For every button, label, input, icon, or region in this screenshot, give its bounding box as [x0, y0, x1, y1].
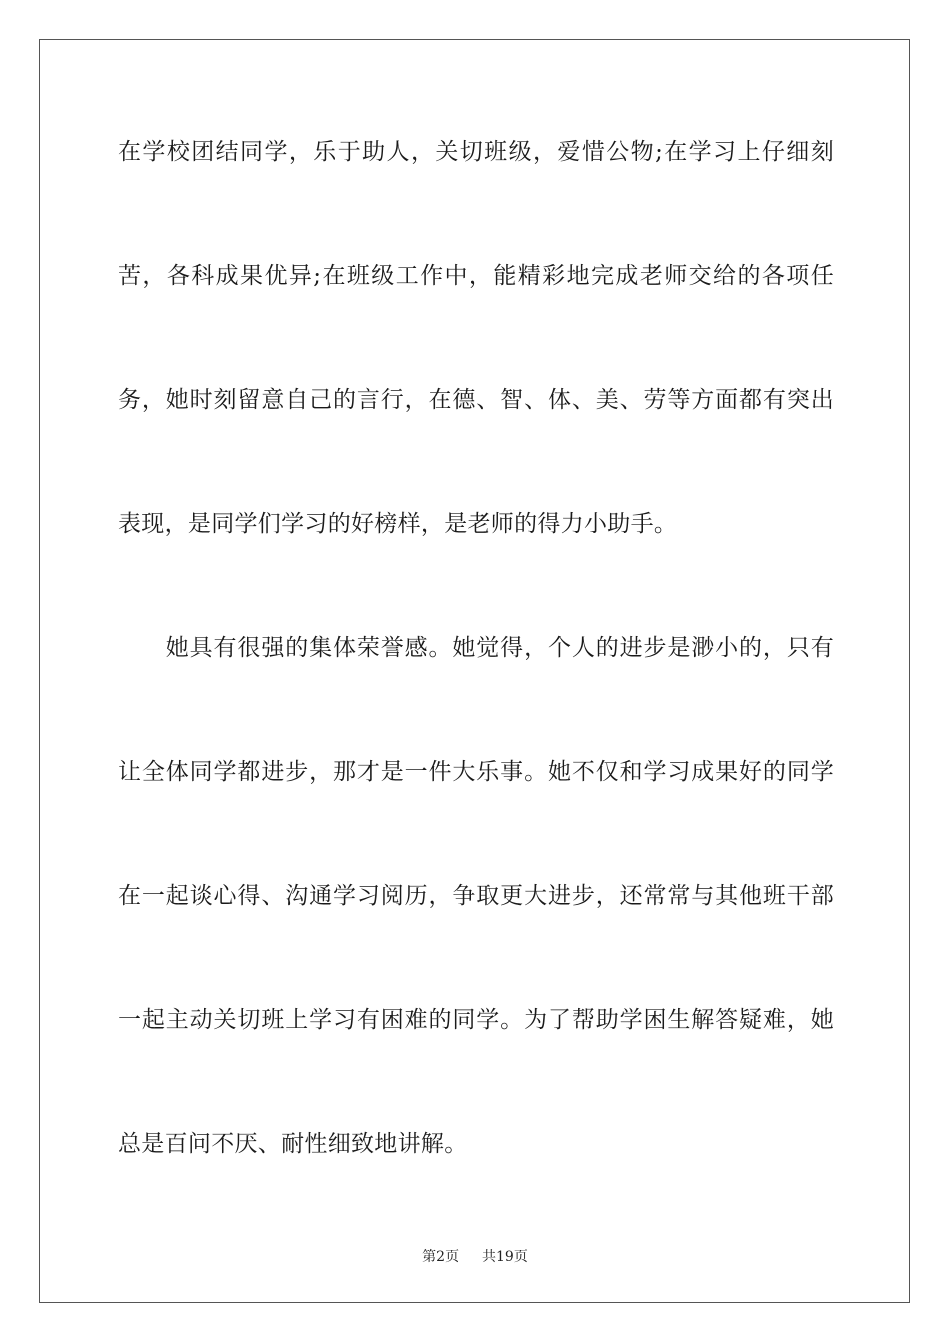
total-pages: 共19页	[482, 1249, 528, 1265]
paragraph-1-line-3: 务，她时刻留意自己的言行，在德、智、体、美、劳等方面都有突出	[118, 387, 834, 413]
paragraph-1-line-4: 表现，是同学们学习的好榜样，是老师的得力小助手。	[118, 511, 678, 537]
paragraph-2-line-5: 总是百问不厌、耐性细致地讲解。	[118, 1131, 468, 1157]
page-border	[39, 39, 910, 1303]
paragraph-2-line-1: 她具有很强的集体荣誉感。她觉得，个人的进步是渺小的，只有	[118, 635, 834, 661]
page-footer	[0, 1248, 950, 1266]
paragraph-2-line-2: 让全体同学都进步，那才是一件大乐事。她不仅和学习成果好的同学	[118, 759, 834, 785]
paragraph-2-line-4: 一起主动关切班上学习有困难的同学。为了帮助学困生解答疑难，她	[118, 1007, 834, 1033]
page-number: 第2页	[422, 1249, 460, 1265]
paragraph-1-line-1: 在学校团结同学，乐于助人，关切班级，爱惜公物;在学习上仔细刻	[118, 139, 834, 165]
paragraph-2-line-3: 在一起谈心得、沟通学习阅历，争取更大进步，还常常与其他班干部	[118, 883, 834, 909]
paragraph-1-line-2: 苦，各科成果优异;在班级工作中，能精彩地完成老师交给的各项任	[118, 263, 834, 289]
